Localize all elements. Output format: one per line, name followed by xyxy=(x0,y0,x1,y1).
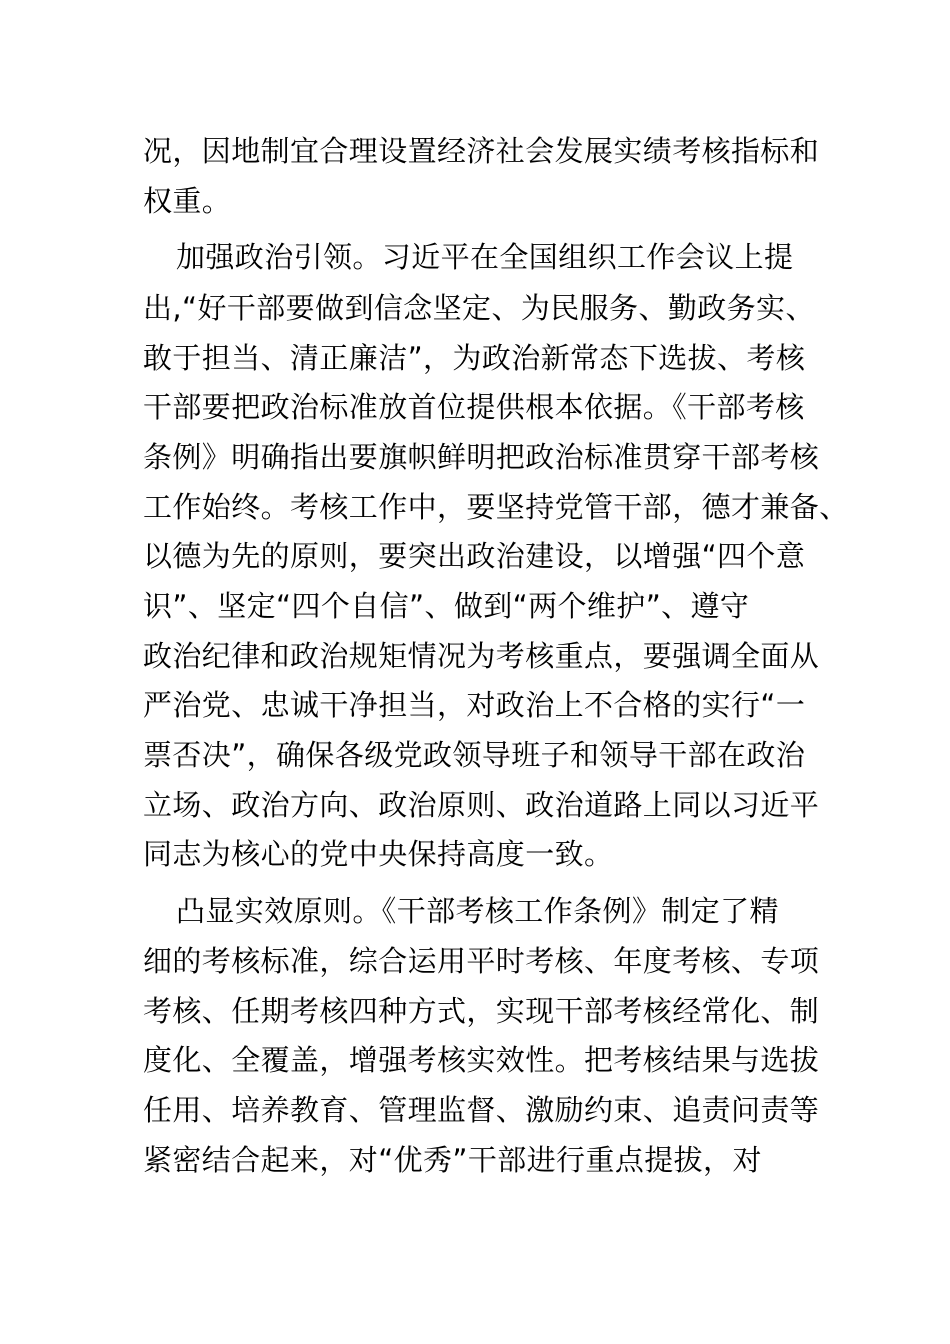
text-line: 票否决”，确保各级党政领导班子和领导干部在政治 xyxy=(143,738,806,772)
text-line: 条例》明确指出要旗帜鲜明把政治标准贯穿干部考核 xyxy=(143,440,820,474)
text-line: 立场、政治方向、政治原则、政治道路上同以习近平 xyxy=(143,788,820,822)
paragraph-heading-line: 凸显实效原则。《干部考核工作条例》制定了精 xyxy=(176,894,779,928)
text-line: 识”、坚定“四个自信”、做到“两个维护”、遵守 xyxy=(143,589,750,623)
text-line: 紧密结合起来，对“优秀”干部进行重点提拔，对 xyxy=(143,1143,762,1177)
text-line: 度化、全覆盖，增强考核实效性。把考核结果与选拔 xyxy=(143,1043,820,1077)
text-line: 考核、任期考核四种方式，实现干部考核经常化、制 xyxy=(143,994,820,1028)
text-line: 以德为先的原则，要突出政治建设，以增强“四个意 xyxy=(143,539,806,573)
text-line: 干部要把政治标准放首位提供根本依据。《干部考核 xyxy=(143,390,805,424)
text-line: 同志为核心的党中央保持高度一致。 xyxy=(143,837,614,871)
text-line: 敢于担当、清正廉洁”，为政治新常态下选拔、考核 xyxy=(143,341,806,375)
text-line: 任用、培养教育、管理监督、激励约束、追责问责等 xyxy=(143,1093,820,1127)
text-line: 政治纪律和政治规矩情况为考核重点，要强调全面从 xyxy=(143,639,820,673)
text-line: 严治党、忠诚干净担当，对政治上不合格的实行“一 xyxy=(143,688,806,722)
paragraph-heading-line: 加强政治引领。习近平在全国组织工作会议上提 xyxy=(176,240,794,274)
text-line: 工作始终。考核工作中，要坚持党管干部，德才兼备、 xyxy=(143,490,849,524)
text-line: 细的考核标准，综合运用平时考核、年度考核、专项 xyxy=(143,944,820,978)
text-line: 出,“好干部要做到信念坚定、为民服务、勤政务实、 xyxy=(143,291,815,325)
text-line: 况，因地制宜合理设置经济社会发展实绩考核指标和 xyxy=(143,134,820,168)
text-line: 权重。 xyxy=(143,184,232,218)
